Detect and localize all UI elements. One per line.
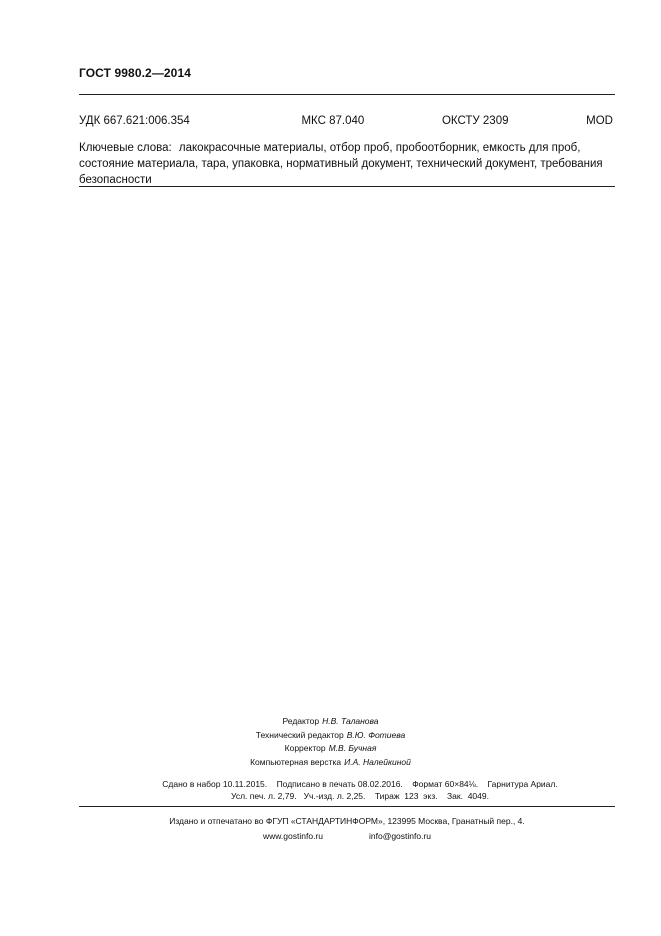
website-link[interactable]: www.gostinfo.ru <box>262 831 323 841</box>
standard-id: ГОСТ 9980.2—2014 <box>79 66 192 80</box>
imprint-line-2: Усл. печ. л. 2,79. Уч.-изд. л. 2,25. Тираж 123 экз. Зак. 4049. <box>231 791 489 801</box>
publisher-contacts <box>79 831 615 841</box>
credit-line <box>0 756 661 770</box>
classification-row <box>79 115 613 127</box>
credit-line <box>0 715 661 729</box>
email-link[interactable]: info@gostinfo.ru <box>368 831 432 841</box>
credit-line <box>0 729 661 743</box>
credit-person: Н.В. Таланова <box>322 716 379 726</box>
keywords-text: лакокрасочные материалы, отбор проб, пробоотборник, емкость для проб, состояние материала, тара, упаковка, нормативный документ, технический документ, требования безопасности <box>79 142 603 186</box>
credit-person: В.Ю. Фотиева <box>346 729 406 740</box>
imprint-divider <box>79 806 615 807</box>
udk-code: УДК 667.621:006.354 <box>79 115 190 127</box>
credit-role: Корректор <box>284 743 326 753</box>
credit-role: Технический редактор <box>255 729 344 740</box>
harmonization-degree: MOD <box>586 115 613 127</box>
credit-role: Редактор <box>282 716 320 726</box>
credit-person: И.А. Налейкиной <box>344 756 411 767</box>
mks-code: МКС 87.040 <box>301 115 365 127</box>
imprint-line-1: Сдано в набор 10.11.2015. Подписано в печать 08.02.2016. Формат 60×84⅛. Гарнитура Ариал. <box>162 779 558 789</box>
keywords-divider <box>79 186 615 187</box>
header-divider <box>79 94 615 95</box>
credits-block <box>0 715 661 769</box>
keywords-label: Ключевые слова: <box>79 142 172 154</box>
credit-person: М.В. Бучная <box>328 743 377 753</box>
publisher-line: Издано и отпечатано во ФГУП «СТАНДАРТИНФОРМ», 123995 Москва, Гранатный пер., 4. <box>169 816 525 826</box>
okstu-code: ОКСТУ 2309 <box>441 115 509 127</box>
credit-line <box>0 742 661 756</box>
credit-role: Компьютерная верстка <box>250 756 342 767</box>
keywords-block <box>79 140 619 188</box>
